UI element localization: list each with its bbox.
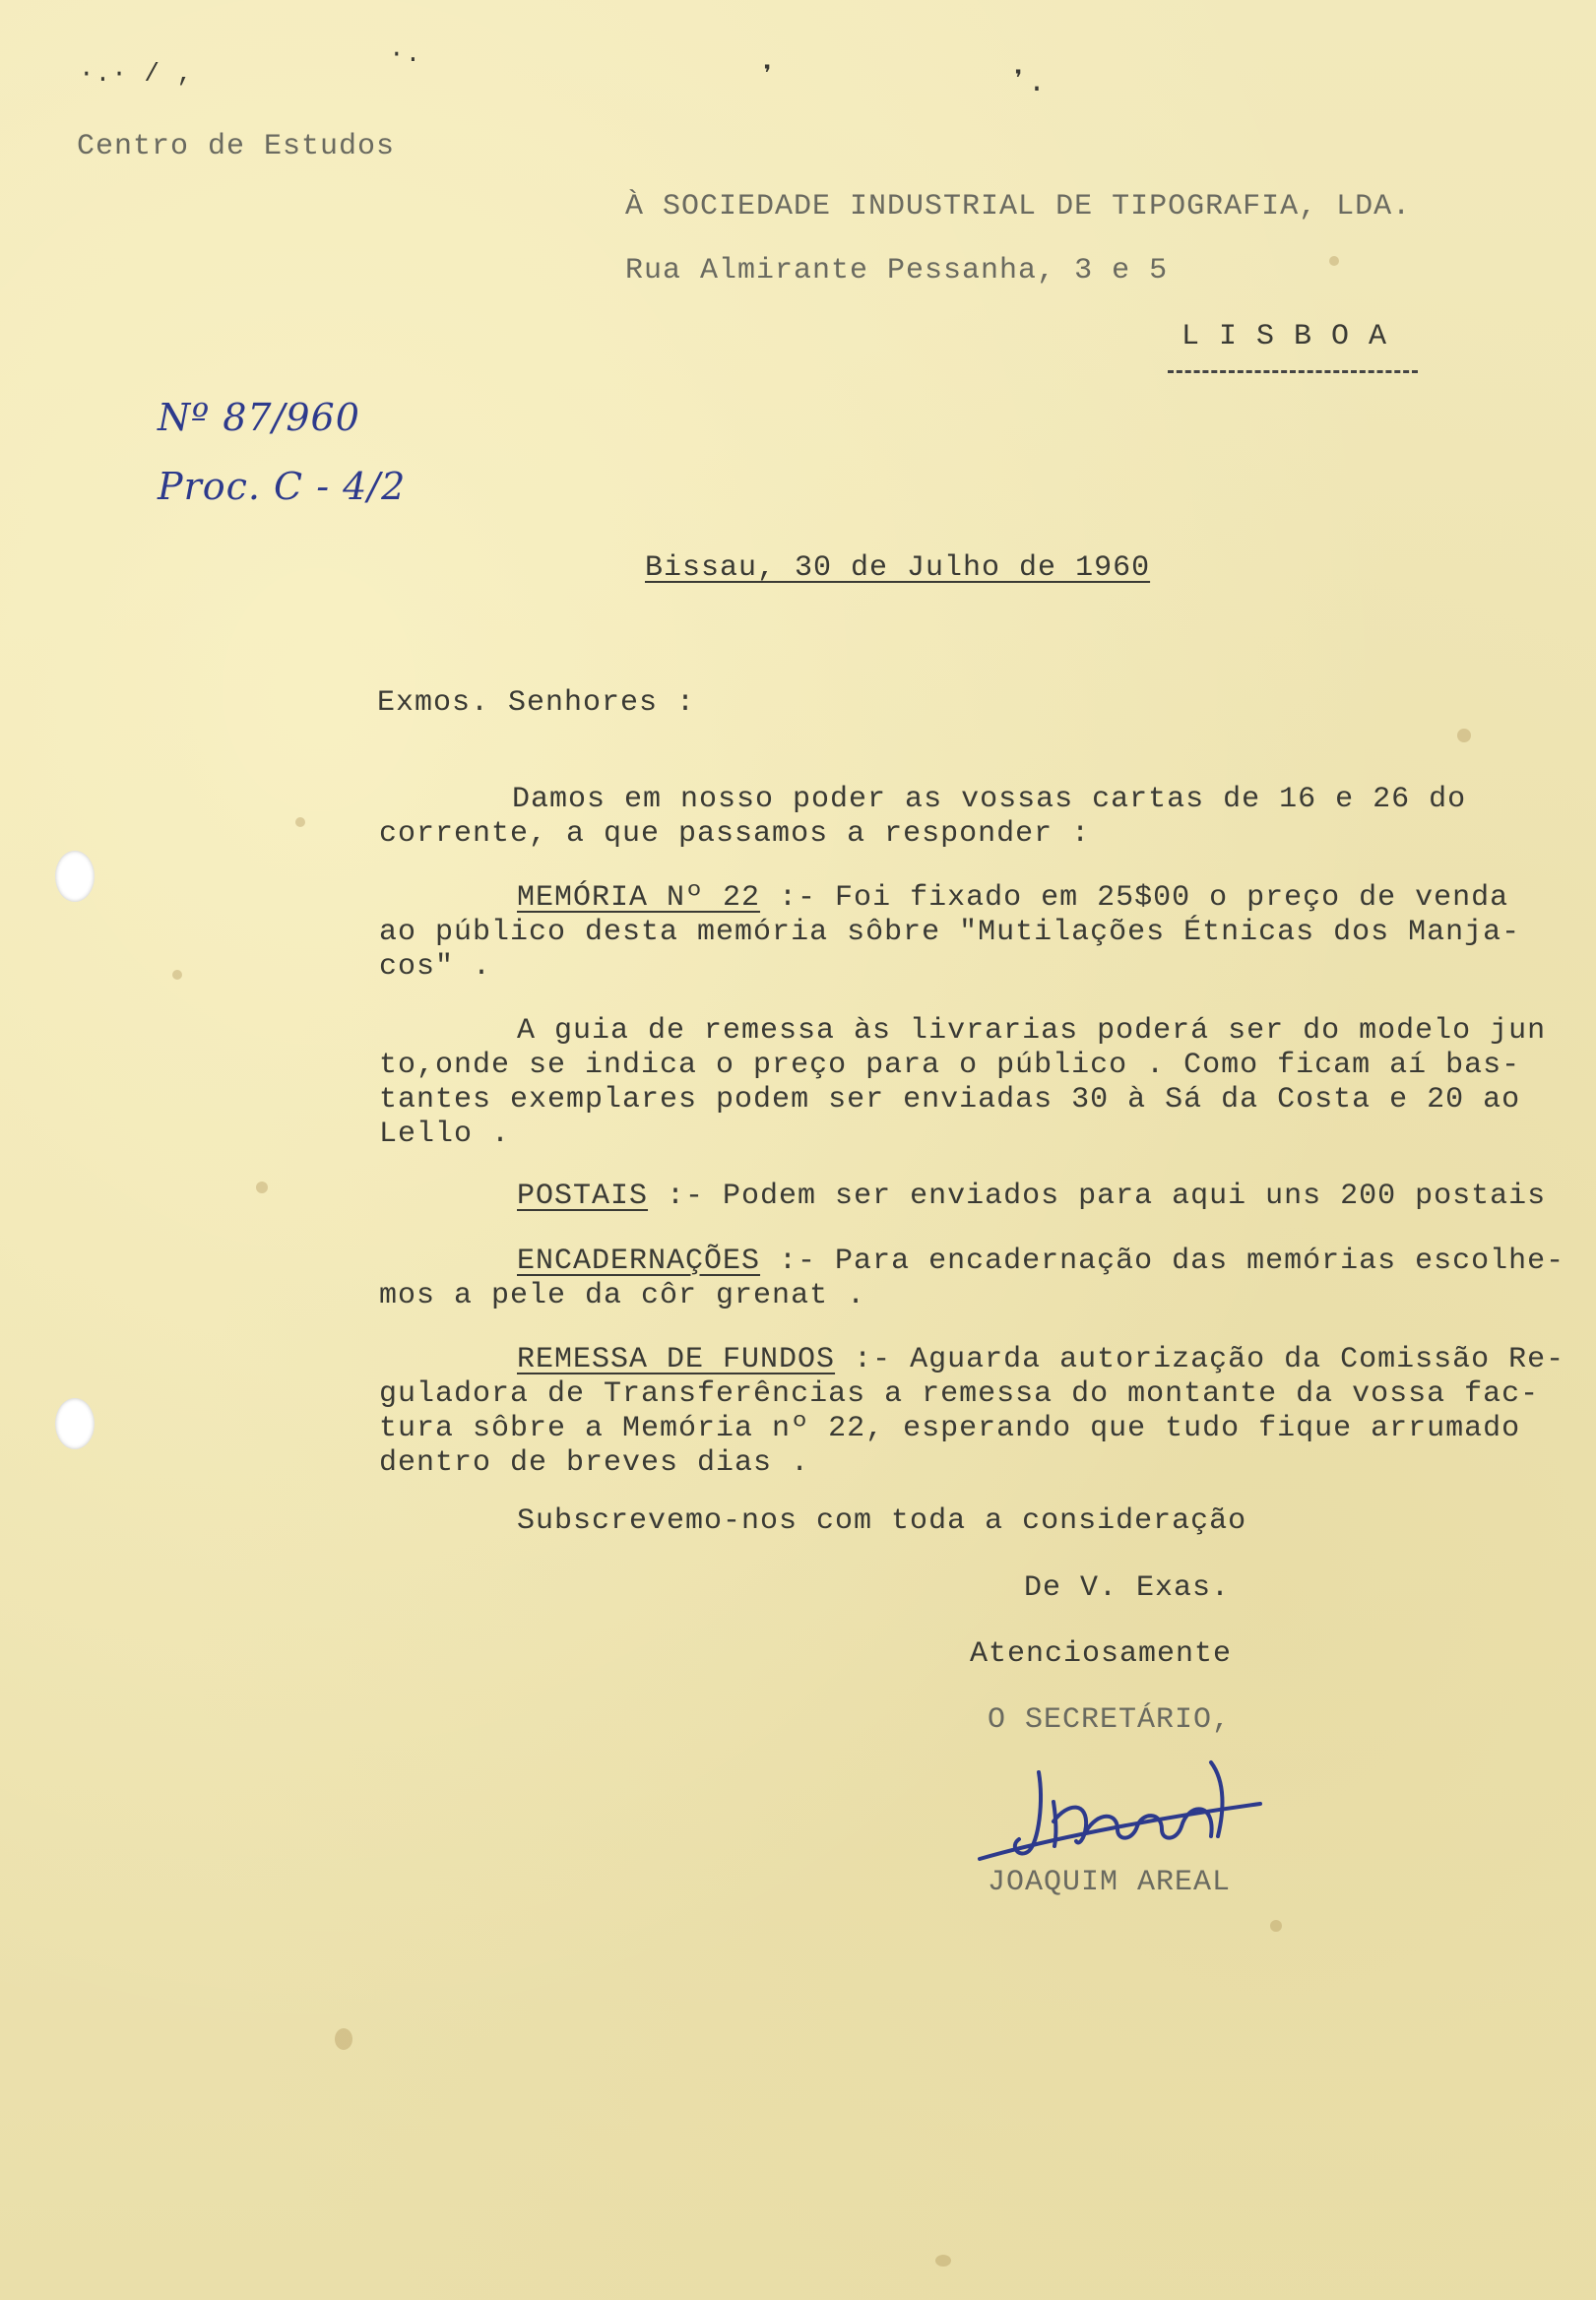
stain xyxy=(1329,256,1339,266)
stain xyxy=(335,2028,352,2050)
body-line: guladora de Transferências a remessa do montante da vossa fac- xyxy=(379,1377,1540,1411)
closing-line: Subscrevemo-nos com toda a consideração xyxy=(517,1504,1247,1538)
postais-text: :- Podem ser enviados para aqui uns 200 postais xyxy=(648,1180,1547,1213)
signatory-name: JOAQUIM AREAL xyxy=(988,1866,1232,1899)
recipient-city: L I S B O A xyxy=(1181,320,1388,353)
recipient-street: Rua Almirante Pessanha, 3 e 5 xyxy=(625,254,1169,288)
encadernacoes-heading: ENCADERNAÇÕES xyxy=(517,1245,761,1278)
encadernacoes-text: :- Para encadernação das memórias escolhe- xyxy=(760,1245,1565,1278)
stain xyxy=(1457,729,1471,742)
memoria-text: :- Foi fixado em 25$00 o preço de venda xyxy=(760,881,1509,915)
body-line: tura sôbre a Memória nº 22, esperando que tudo fique arrumado xyxy=(379,1412,1521,1445)
corner-marks: ❜ xyxy=(758,62,778,96)
stain xyxy=(935,2255,951,2267)
body-line: cos" . xyxy=(379,950,492,984)
body-line: ao público desta memória sôbre "Mutilações Étnicas dos Manja- xyxy=(379,916,1521,949)
signatory-title: O SECRETÁRIO, xyxy=(988,1703,1232,1737)
remessa-text: :- Aguarda autorização da Comissão Re- xyxy=(835,1343,1565,1376)
corner-marks: ·.· / , xyxy=(79,59,194,89)
letter-date: Bissau, 30 de Julho de 1960 xyxy=(645,551,1151,585)
stain xyxy=(295,817,305,827)
city-underline xyxy=(1168,370,1418,373)
corner-marks: ·. xyxy=(389,39,422,69)
corner-marks: ❜. xyxy=(1009,67,1048,100)
punch-hole xyxy=(55,1398,95,1449)
body-line: tantes exemplares podem ser enviadas 30 à Sá da Costa e 20 ao xyxy=(379,1083,1521,1117)
body-line: dentro de breves dias . xyxy=(379,1446,810,1480)
closing-sincerely: Atenciosamente xyxy=(970,1637,1233,1671)
salutation: Exmos. Senhores : xyxy=(377,686,696,720)
stain xyxy=(256,1182,268,1193)
postais-line xyxy=(517,1180,1546,1213)
sender-heading: Centro de Estudos xyxy=(77,130,396,163)
body-line: mos a pele da côr grenat . xyxy=(379,1279,866,1312)
memoria-line xyxy=(517,881,1508,915)
body-line: A guia de remessa às livrarias poderá ser do modelo jun xyxy=(517,1014,1547,1048)
punch-hole xyxy=(55,851,95,902)
handwritten-process-code: Proc. C - 4/2 xyxy=(158,465,407,508)
body-line: to,onde se indica o preço para o público . Como ficam aí bas- xyxy=(379,1049,1521,1082)
body-line: Lello . xyxy=(379,1118,511,1151)
remessa-heading: REMESSA DE FUNDOS xyxy=(517,1343,836,1376)
handwritten-reference-number: Nº 87/960 xyxy=(158,396,360,439)
body-line: Damos em nosso poder as vossas cartas de 16 e 26 do xyxy=(512,783,1467,816)
body-line: corrente, a que passamos a responder : xyxy=(379,817,1091,851)
stain xyxy=(172,970,182,980)
stain xyxy=(1270,1920,1282,1932)
memoria-heading: MEMÓRIA Nº 22 xyxy=(517,881,761,915)
remessa-line xyxy=(517,1343,1564,1376)
encadernacoes-line xyxy=(517,1245,1564,1278)
postais-heading: POSTAIS xyxy=(517,1180,649,1213)
signature xyxy=(970,1743,1275,1881)
closing-regards: De V. Exas. xyxy=(1024,1571,1231,1605)
recipient-name: À SOCIEDADE INDUSTRIAL DE TIPOGRAFIA, LDA. xyxy=(625,190,1412,224)
